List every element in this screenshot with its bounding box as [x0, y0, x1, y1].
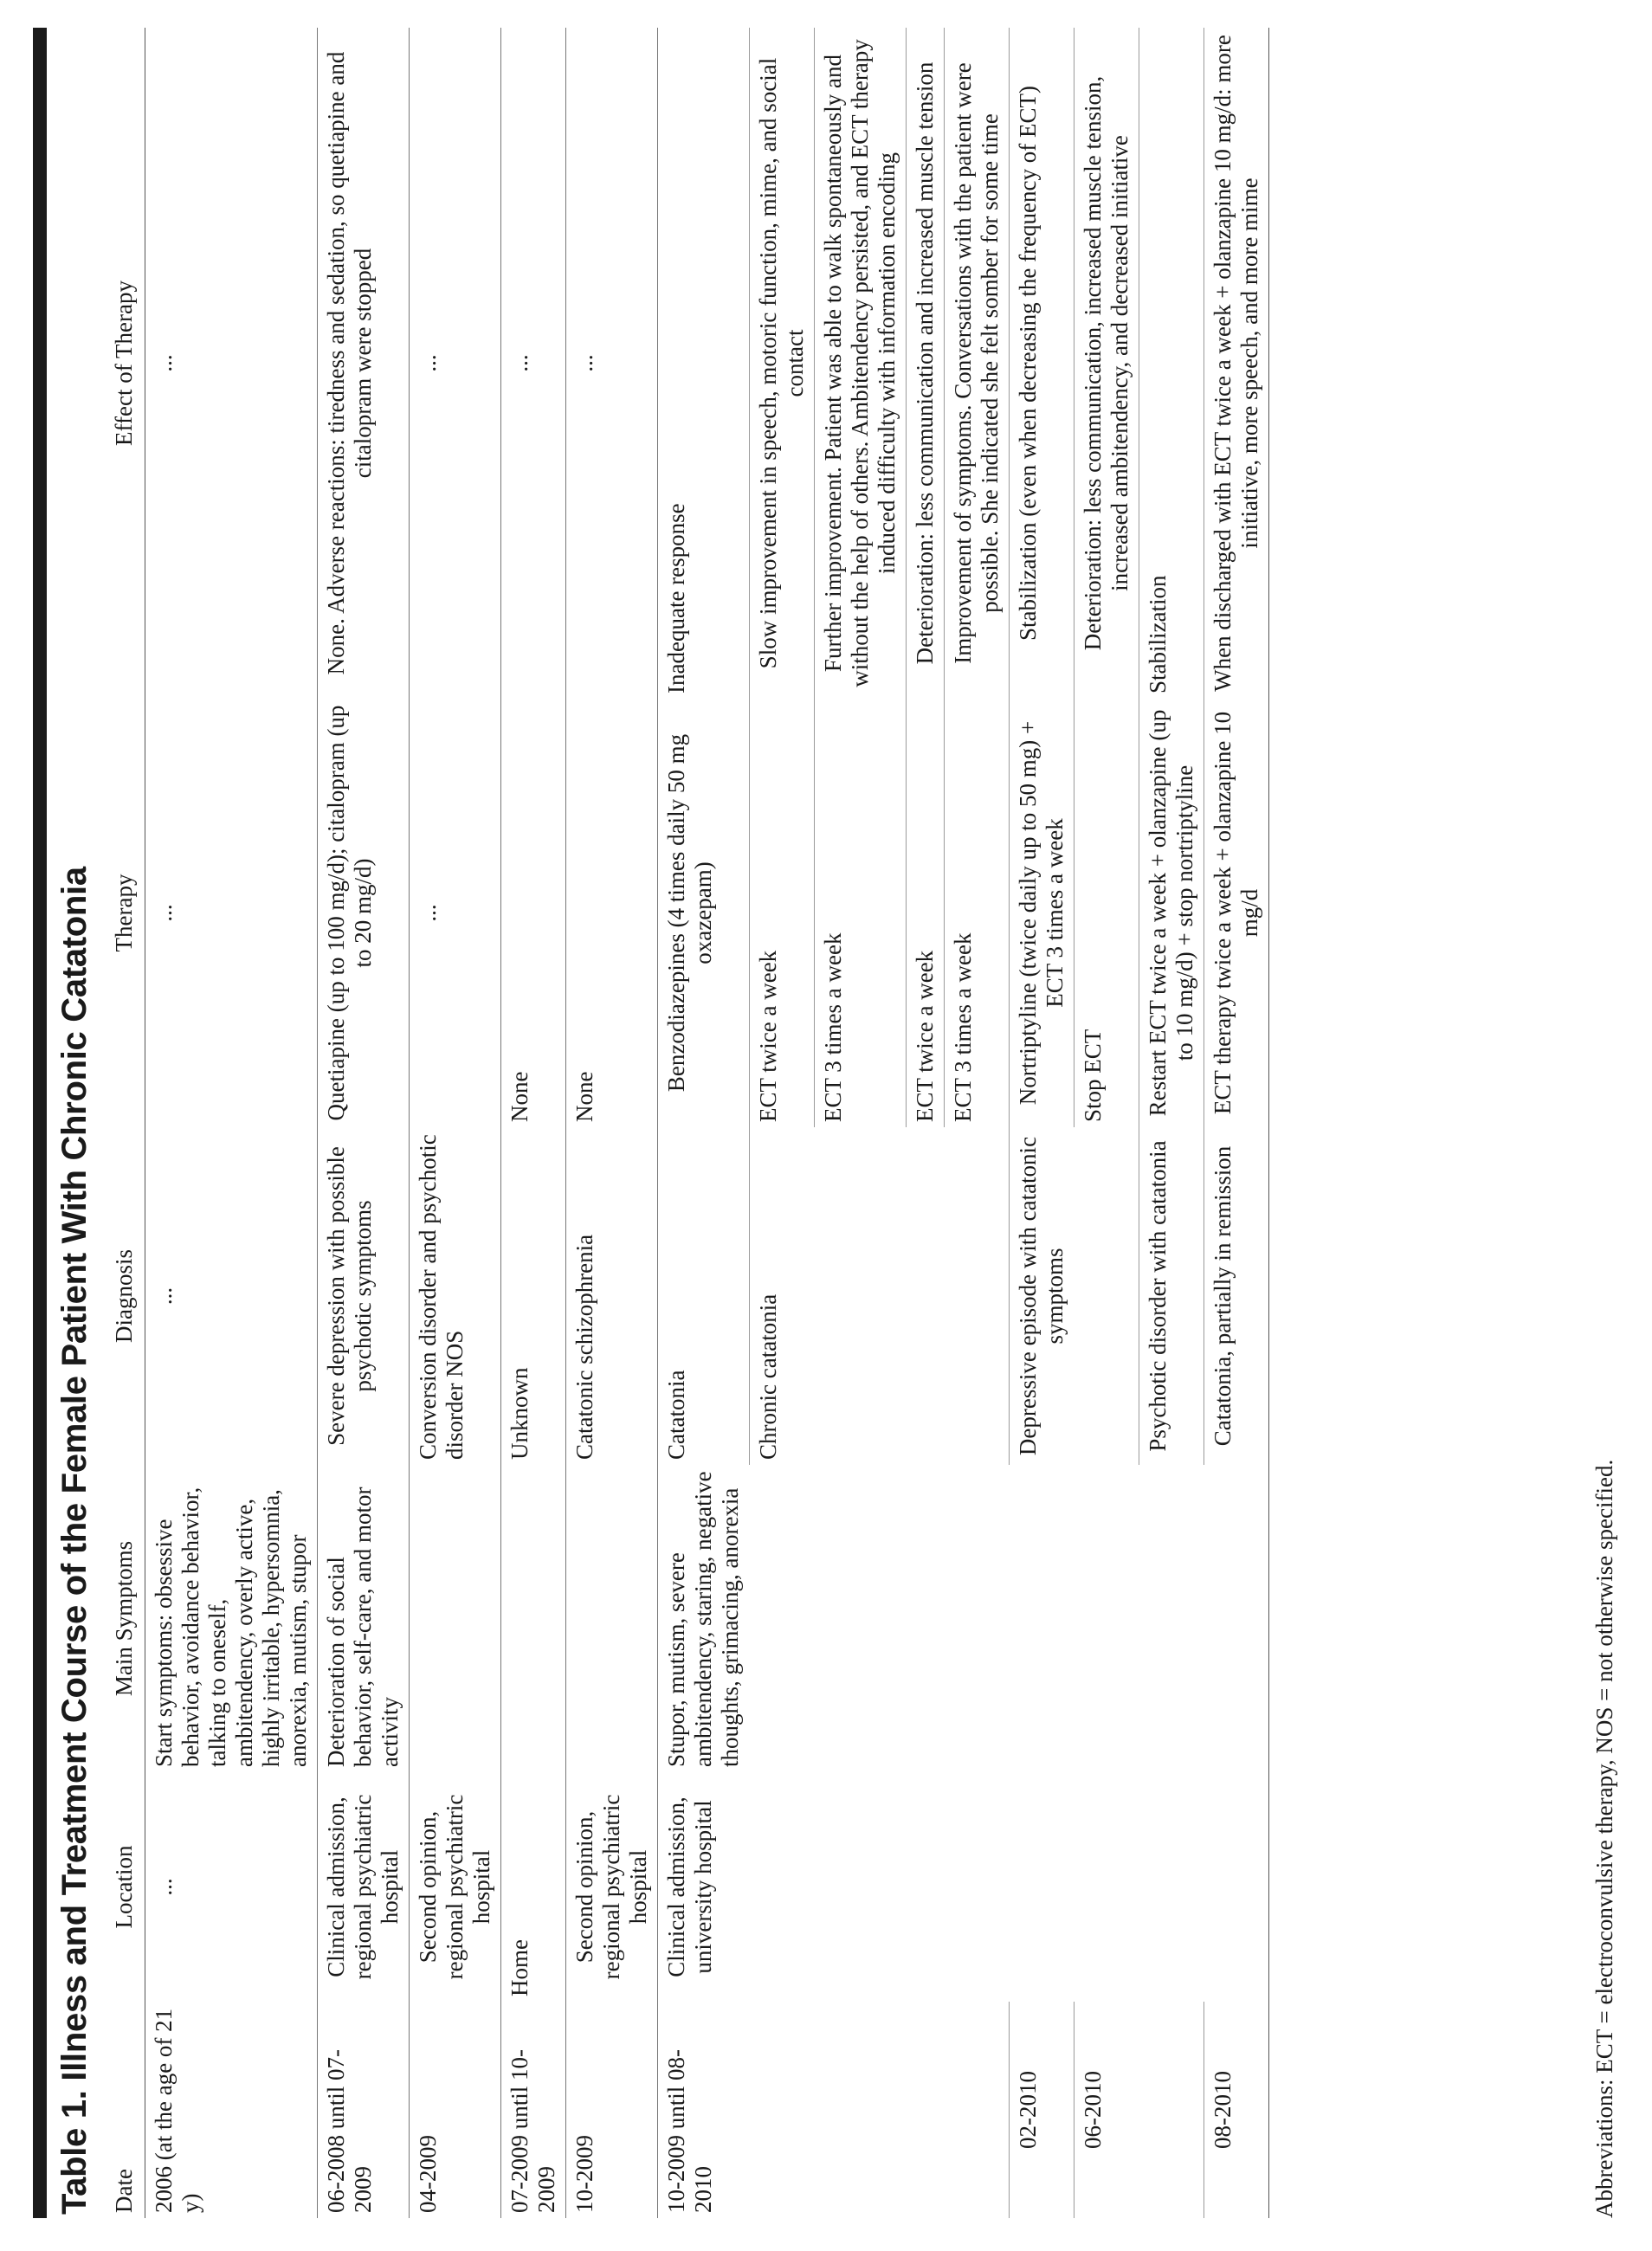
- cell-location: [944, 1772, 1009, 2002]
- cell-date: 2006 (at the age of 21 y): [145, 2002, 318, 2218]
- cell-effect: Further improvement. Patient was able to walk spontaneously and without the help of others. Ambitendency persisted, and ECT therapy induced difficulty with information encoding: [814, 28, 906, 699]
- cell-diagnosis: Conversion disorder and psychotic disorder NOS: [410, 1127, 501, 1465]
- title-rule: [33, 28, 47, 2218]
- table-title: Table 1. Illness and Treatment Course of the Female Patient With Chronic Catatonia: [55, 867, 94, 2215]
- cell-symptoms: [1204, 1465, 1268, 1772]
- cell-diagnosis: [944, 1127, 1009, 1465]
- cell-location: Home: [501, 1772, 566, 2002]
- cell-symptoms: [566, 1465, 658, 1772]
- cell-date: 06-2010: [1074, 2002, 1139, 2218]
- cell-effect: ...: [410, 28, 501, 699]
- cell-therapy: None: [566, 699, 658, 1127]
- cell-symptoms: [944, 1465, 1009, 1772]
- cell-therapy: Benzodiazepines (4 times daily 50 mg oxazepam): [658, 699, 750, 1127]
- cell-diagnosis: Unknown: [501, 1127, 566, 1465]
- table-row: [749, 28, 814, 2218]
- table-row: [906, 28, 944, 2218]
- table-row: [944, 28, 1009, 2218]
- cell-date: [1139, 2002, 1204, 2218]
- cell-effect: Deterioration: less communication and increased muscle tension: [906, 28, 944, 699]
- cell-effect: ...: [145, 28, 318, 699]
- cell-diagnosis: [814, 1127, 906, 1465]
- cell-diagnosis: [906, 1127, 944, 1465]
- header-row: [107, 28, 145, 2218]
- cell-location: [749, 1772, 814, 2002]
- cell-therapy: ECT 3 times a week: [814, 699, 906, 1127]
- header-diagnosis: Diagnosis: [107, 1127, 145, 1465]
- cell-location: [814, 1772, 906, 2002]
- table-row: [318, 28, 410, 2218]
- cell-symptoms: [1074, 1465, 1139, 1772]
- cell-diagnosis: ...: [145, 1127, 318, 1465]
- cell-location: [1074, 1772, 1139, 2002]
- cell-effect: Slow improvement in speech, motoric function, mime, and social contact: [749, 28, 814, 699]
- header-location: Location: [107, 1772, 145, 2002]
- cell-diagnosis: Chronic catatonia: [749, 1127, 814, 1465]
- treatment-course-table: [107, 28, 1269, 2218]
- cell-therapy: Stop ECT: [1074, 699, 1139, 1127]
- cell-location: ...: [145, 1772, 318, 2002]
- cell-effect: Stabilization (even when decreasing the frequency of ECT): [1009, 28, 1074, 699]
- cell-symptoms: Deterioration of social behavior, self-care, and motor activity: [318, 1465, 410, 1772]
- cell-symptoms: Stupor, mutism, severe ambitendency, staring, negative thoughts, grimacing, anorexia: [658, 1465, 750, 1772]
- cell-date: 10-2009 until 08-2010: [658, 2002, 750, 2218]
- cell-diagnosis: Catatonic schizophrenia: [566, 1127, 658, 1465]
- table-row: [658, 28, 750, 2218]
- table-row: [1074, 28, 1139, 2218]
- cell-diagnosis: Depressive episode with catatonic symptoms: [1009, 1127, 1074, 1465]
- cell-date: 06-2008 until 07-2009: [318, 2002, 410, 2218]
- cell-symptoms: [814, 1465, 906, 1772]
- table-row: [566, 28, 658, 2218]
- table-row: [145, 28, 318, 2218]
- cell-effect: Improvement of symptoms. Conversations with the patient were possible. She indicated she felt somber for some time: [944, 28, 1009, 699]
- cell-symptoms: [1009, 1465, 1074, 1772]
- cell-symptoms: [410, 1465, 501, 1772]
- cell-location: Clinical admission, regional psychiatric hospital: [318, 1772, 410, 2002]
- table-row: [1009, 28, 1074, 2218]
- header-therapy: Therapy: [107, 699, 145, 1127]
- table-row: [410, 28, 501, 2218]
- cell-therapy: None: [501, 699, 566, 1127]
- cell-date: 04-2009: [410, 2002, 501, 2218]
- cell-therapy: Restart ECT twice a week + olanzapine (up to 10 mg/d) + stop nortriptyline: [1139, 699, 1204, 1127]
- cell-symptoms: [749, 1465, 814, 1772]
- header-main-symptoms: Main Symptoms: [107, 1465, 145, 1772]
- cell-date: 08-2010: [1204, 2002, 1268, 2218]
- header-effect: Effect of Therapy: [107, 28, 145, 699]
- cell-diagnosis: Psychotic disorder with catatonia: [1139, 1127, 1204, 1465]
- cell-location: [906, 1772, 944, 2002]
- cell-date: 07-2009 until 10-2009: [501, 2002, 566, 2218]
- table-row: [814, 28, 906, 2218]
- cell-date: [749, 2002, 814, 2218]
- cell-diagnosis: Catatonia, partially in remission: [1204, 1127, 1268, 1465]
- cell-location: Second opinion, regional psychiatric hospital: [566, 1772, 658, 2002]
- cell-therapy: ECT twice a week: [749, 699, 814, 1127]
- cell-date: [814, 2002, 906, 2218]
- table-row: [1139, 28, 1204, 2218]
- cell-location: [1139, 1772, 1204, 2002]
- table-row: [501, 28, 566, 2218]
- cell-diagnosis: Severe depression with possible psychotic symptoms: [318, 1127, 410, 1465]
- cell-therapy: ECT therapy twice a week + olanzapine 10 mg/d: [1204, 699, 1268, 1127]
- table-row: [1204, 28, 1268, 2218]
- cell-effect: Inadequate response: [658, 28, 750, 699]
- cell-effect: None. Adverse reactions: tiredness and sedation, so quetiapine and citalopram were stopped: [318, 28, 410, 699]
- cell-location: Clinical admission, university hospital: [658, 1772, 750, 2002]
- cell-therapy: Nortriptyline (twice daily up to 50 mg) + ECT 3 times a week: [1009, 699, 1074, 1127]
- caption-area: [0, 28, 97, 2218]
- cell-location: Second opinion, regional psychiatric hospital: [410, 1772, 501, 2002]
- abbreviations-footnote: Abbreviations: ECT = electroconvulsive therapy, NOS = not otherwise specified.: [1591, 1459, 1617, 2218]
- cell-therapy: ...: [145, 699, 318, 1127]
- cell-symptoms: [906, 1465, 944, 1772]
- header-date: Date: [107, 2002, 145, 2218]
- cell-symptoms: [501, 1465, 566, 1772]
- cell-symptoms: [1139, 1465, 1204, 1772]
- cell-therapy: ECT 3 times a week: [944, 699, 1009, 1127]
- cell-date: 10-2009: [566, 2002, 658, 2218]
- cell-symptoms: Start symptoms: obsessive behavior, avoidance behavior, talking to oneself, ambitendency, overly active, highly irritable, hypersomnia, anorexia, mutism, stupor: [145, 1465, 318, 1772]
- cell-effect: ...: [566, 28, 658, 699]
- cell-therapy: ...: [410, 699, 501, 1127]
- cell-effect: When discharged with ECT twice a week + olanzapine 10 mg/d: more initiative, more speech, and more mime: [1204, 28, 1268, 699]
- cell-location: [1204, 1772, 1268, 2002]
- cell-diagnosis: Catatonia: [658, 1127, 750, 1465]
- cell-therapy: ECT twice a week: [906, 699, 944, 1127]
- cell-date: [906, 2002, 944, 2218]
- cell-effect: ...: [501, 28, 566, 699]
- cell-therapy: Quetiapine (up to 100 mg/d); citalopram (up to 20 mg/d): [318, 699, 410, 1127]
- cell-effect: Stabilization: [1139, 28, 1204, 699]
- cell-date: [944, 2002, 1009, 2218]
- cell-date: 02-2010: [1009, 2002, 1074, 2218]
- cell-diagnosis: [1074, 1127, 1139, 1465]
- cell-location: [1009, 1772, 1074, 2002]
- cell-effect: Deterioration: less communication, increased muscle tension, increased ambitendency, and decreased initiative: [1074, 28, 1139, 699]
